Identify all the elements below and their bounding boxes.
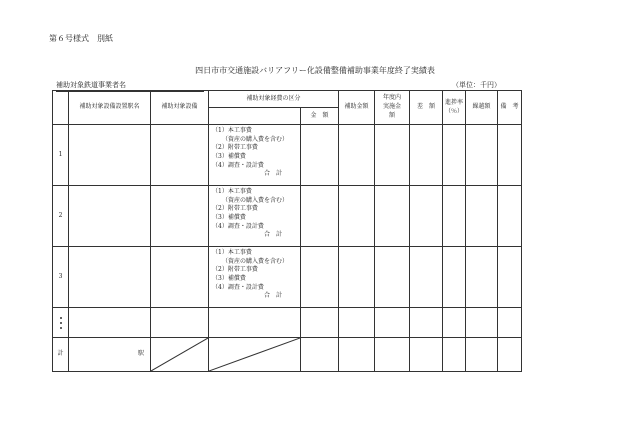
header-amount: 金 額 (301, 108, 339, 125)
diagonal-strike-icon (209, 338, 300, 371)
carryover-cell[interactable] (466, 338, 498, 372)
remarks-cell[interactable] (498, 186, 522, 247)
difference-cell[interactable] (410, 186, 443, 247)
table-row (53, 186, 522, 247)
results-table (52, 90, 522, 372)
continuation-row (53, 308, 522, 338)
progress-cell[interactable] (443, 247, 466, 308)
remarks-cell[interactable] (498, 247, 522, 308)
remarks-cell[interactable] (498, 125, 522, 186)
header-category: 補助対象経費の区分 (209, 91, 339, 108)
header-fiscal-line: 額 (388, 111, 395, 119)
header-station: 補助対象設備設置駅名 (69, 91, 151, 125)
cost-item-ancillary: （2）附帯工事費 (212, 144, 258, 152)
ellipsis-icon (53, 317, 68, 329)
header-row (53, 91, 522, 108)
station-cell[interactable] (69, 186, 151, 247)
progress-cell[interactable] (443, 186, 466, 247)
cost-item-asset-purchase: （資産の購入費を含む） (222, 257, 289, 265)
carryover-cell[interactable] (466, 308, 498, 338)
station-cell[interactable] (69, 247, 151, 308)
progress-cell[interactable] (443, 125, 466, 186)
category-cell[interactable] (209, 308, 301, 338)
cost-category-list (209, 186, 301, 247)
amount-cell[interactable] (301, 247, 339, 308)
cost-item-compensation: （3）補償費 (212, 153, 246, 161)
fiscal-cell[interactable] (375, 125, 410, 186)
subsidy-cell[interactable] (339, 186, 375, 247)
total-label: 計 (53, 338, 69, 372)
table-row (53, 247, 522, 308)
row-number: 1 (53, 125, 69, 186)
equipment-cell[interactable] (151, 186, 209, 247)
progress-cell[interactable] (443, 338, 466, 372)
fiscal-cell[interactable] (375, 308, 410, 338)
document-title: 四日市市交通施設バリアフリー化設備整備補助事業年度終了実績表 (195, 66, 435, 75)
amount-cell[interactable] (301, 125, 339, 186)
difference-cell[interactable] (410, 338, 443, 372)
difference-cell[interactable] (410, 125, 443, 186)
cost-item-asset-purchase: （資産の購入費を含む） (222, 196, 289, 204)
subsidy-cell[interactable] (339, 125, 375, 186)
fiscal-cell[interactable] (375, 338, 410, 372)
cost-item-construction: （1）本工事費 (212, 188, 252, 195)
continuation-marker (53, 308, 69, 338)
cost-item-total: 合 計 (264, 170, 283, 178)
header-subsidy: 補助金額 (339, 91, 375, 125)
cost-category-list (209, 247, 301, 308)
cost-item-compensation: （3）補償費 (212, 214, 246, 222)
difference-cell[interactable] (410, 308, 443, 338)
cost-item-survey: （4）調査・設計費 (212, 222, 264, 230)
subsidy-cell[interactable] (339, 308, 375, 338)
amount-cell[interactable] (301, 308, 339, 338)
cost-item-asset-purchase: （資産の購入費を含む） (222, 135, 289, 143)
remarks-cell[interactable] (498, 308, 522, 338)
struck-cell (151, 338, 209, 372)
cost-item-survey: （4）調査・設計費 (212, 161, 264, 169)
equipment-cell[interactable] (151, 308, 209, 338)
cost-item-construction: （1）本工事費 (212, 249, 252, 256)
cost-item-total: 合 計 (264, 231, 283, 239)
header-fiscal-line: 実施金 (382, 103, 401, 111)
header-no (53, 91, 69, 125)
struck-cell (209, 338, 301, 372)
difference-cell[interactable] (410, 247, 443, 308)
equipment-cell[interactable] (151, 125, 209, 186)
header-fiscal-line: 年度内 (382, 94, 401, 102)
operator-name-field: 補助対象鉄道事業者名 (56, 80, 204, 92)
carryover-cell[interactable] (466, 186, 498, 247)
form-number: 第６号様式 別紙 (49, 34, 113, 43)
cost-item-construction: （1）本工事費 (212, 127, 252, 134)
cost-item-ancillary: （2）附帯工事費 (212, 205, 258, 213)
cost-item-total: 合 計 (264, 292, 283, 300)
header-equipment: 補助対象設備 (151, 91, 209, 125)
carryover-cell[interactable] (466, 247, 498, 308)
fiscal-cell[interactable] (375, 186, 410, 247)
header-progress (443, 91, 466, 125)
unit-label: （単位：千円） (452, 81, 501, 89)
station-count-cell[interactable] (69, 338, 151, 372)
station-cell[interactable] (69, 125, 151, 186)
cost-category-list (209, 125, 301, 186)
table-row (53, 125, 522, 186)
header-difference: 差 額 (410, 91, 443, 125)
station-cell[interactable] (69, 308, 151, 338)
progress-cell[interactable] (443, 308, 466, 338)
diagonal-strike-icon (151, 338, 208, 371)
carryover-cell[interactable] (466, 125, 498, 186)
amount-cell[interactable] (301, 186, 339, 247)
subsidy-cell[interactable] (339, 247, 375, 308)
station-unit: 駅 (137, 350, 144, 358)
header-fiscal (375, 91, 410, 125)
row-number: 2 (53, 186, 69, 247)
header-progress-line: 進捗率 (444, 98, 463, 106)
remarks-cell[interactable] (498, 338, 522, 372)
cost-item-survey: （4）調査・設計費 (212, 283, 264, 291)
cost-item-compensation: （3）補償費 (212, 275, 246, 283)
header-remarks: 備 考 (498, 91, 522, 125)
fiscal-cell[interactable] (375, 247, 410, 308)
cost-item-ancillary: （2）附帯工事費 (212, 266, 258, 274)
equipment-cell[interactable] (151, 247, 209, 308)
header-carryover: 繰越額 (466, 91, 498, 125)
row-number: 3 (53, 247, 69, 308)
header-progress-line: （％） (444, 107, 463, 115)
amount-cell[interactable] (301, 338, 339, 372)
total-row (53, 338, 522, 372)
subsidy-cell[interactable] (339, 338, 375, 372)
header-category-blank (209, 108, 301, 125)
